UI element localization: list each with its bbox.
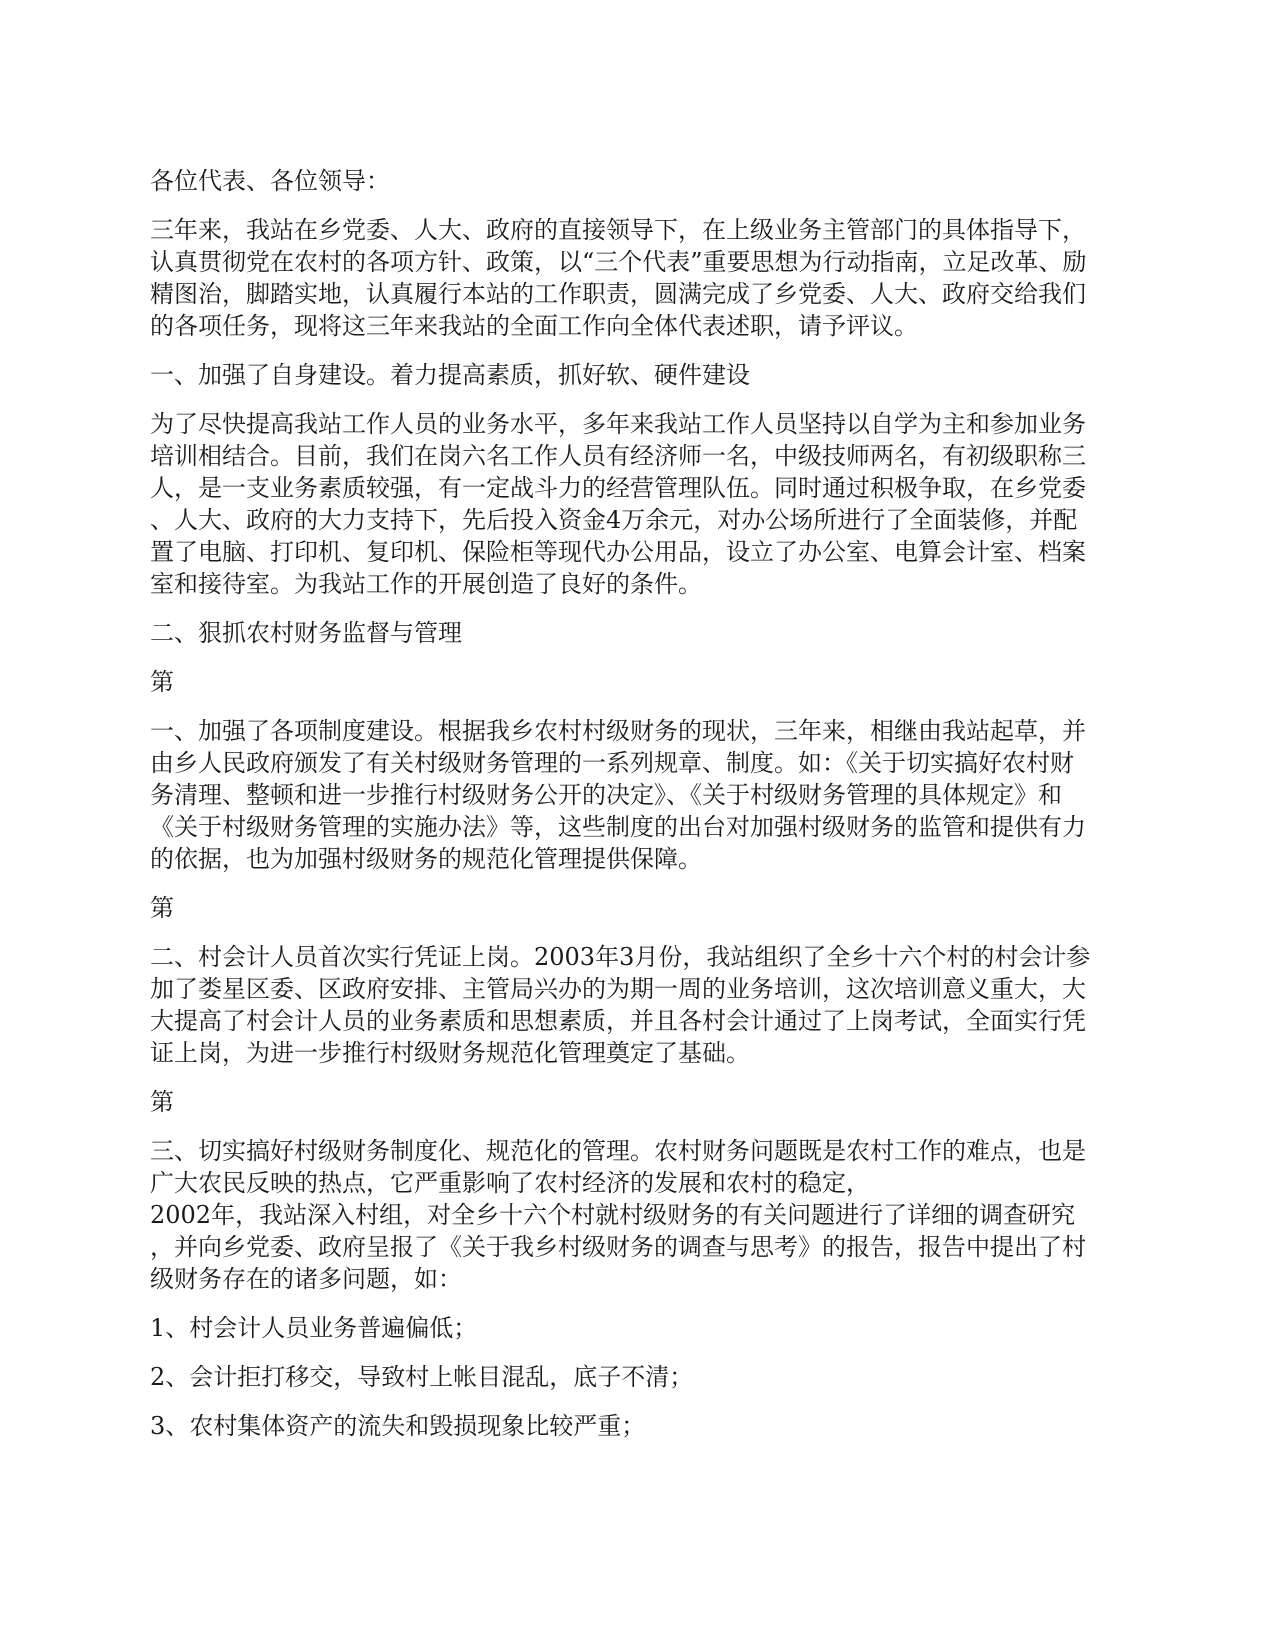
section-1-body: 为了尽快提高我站工作人员的业务水平，多年来我站工作人员坚持以自学为主和参加业务 培训相结合。目前，我们在岗六名工作人员有经济师一名，中级技师两名，有初级职称三 人，是一支业务素质较强，有一定战斗力的经营管理队伍。同时通过积极争取，在乡党委 、人大、政府的大力支持下，先后投入资金4万余元，对办公场所进行了全面装修，并配 置了电脑、打印机、复印机、保险柜等现代办公用品，设立了办公室、电算会计室、档案 室和接待室。为我站工作的开展创造了良好的条件。 <box>150 410 1086 598</box>
greeting: 各位代表、各位领导： <box>150 167 390 195</box>
item-3-paragraph: 三、切实搞好村级财务制度化、规范化的管理。农村财务问题既是农村工作的难点，也是 广大农民反映的热点，它严重影响了农村经济的发展和农村的稳定， 2002年，我站深入村组，对全乡十六个村就村级财务的有关问题进行了详细的调查研究 ，并向乡党委、政府呈报了《关于我乡村级财务的调查与思考》的报告，报告中提出了村 级财务存在的诸多问题，如： <box>150 1137 1086 1293</box>
list-item: 1、村会计人员业务普遍偏低； <box>150 1314 478 1342</box>
ordinal-marker: 第 <box>150 1088 174 1116</box>
list-item: 2、会计拒打移交，导致村上帐目混乱，底子不清； <box>150 1363 694 1391</box>
item-2-paragraph: 二、村会计人员首次实行凭证上岗。2003年3月份，我站组织了全乡十六个村的村会计参 加了娄星区委、区政府安排、主管局兴办的为期一周的业务培训，这次培训意义重大，大 大提高了村会计人员的业务素质和思想素质，并且各村会计通过了上岗考试，全面实行凭 证上岗，为进一步推行村级财务规范化管理奠定了基础。 <box>150 943 1091 1067</box>
document-page <box>150 165 1130 1459</box>
item-1-paragraph: 一、加强了各项制度建设。根据我乡农村村级财务的现状，三年来，相继由我站起草，并 由乡人民政府颁发了有关村级财务管理的一系列规章、制度。如：《关于切实搞好农村财 务清理、整顿和进一步推行村级财务公开的决定》、《关于村级财务管理的具体规定》和 《关于村级财务管理的实施办法》等，这些制度的出台对加强村级财务的监管和提供有力 的依据，也为加强村级财务的规范化管理提供保障。 <box>150 717 1086 873</box>
section-1-heading: 一、加强了自身建设。着力提高素质，抓好软、硬件建设 <box>150 361 750 389</box>
ordinal-marker: 第 <box>150 894 174 922</box>
section-2-heading: 二、狠抓农村财务监督与管理 <box>150 619 462 647</box>
intro-paragraph: 三年来，我站在乡党委、人大、政府的直接领导下，在上级业务主管部门的具体指导下， 认真贯彻党在农村的各项方针、政策，以“三个代表”重要思想为行动指南，立足改革、励 精图治，脚踏实地，认真履行本站的工作职责，圆满完成了乡党委、人大、政府交给我们 的各项任务，现将这三年来我站的全面工作向全体代表述职，请予评议。 <box>150 216 1087 340</box>
list-item: 3、农村集体资产的流失和毁损现象比较严重； <box>150 1412 646 1440</box>
ordinal-marker: 第 <box>150 668 174 696</box>
